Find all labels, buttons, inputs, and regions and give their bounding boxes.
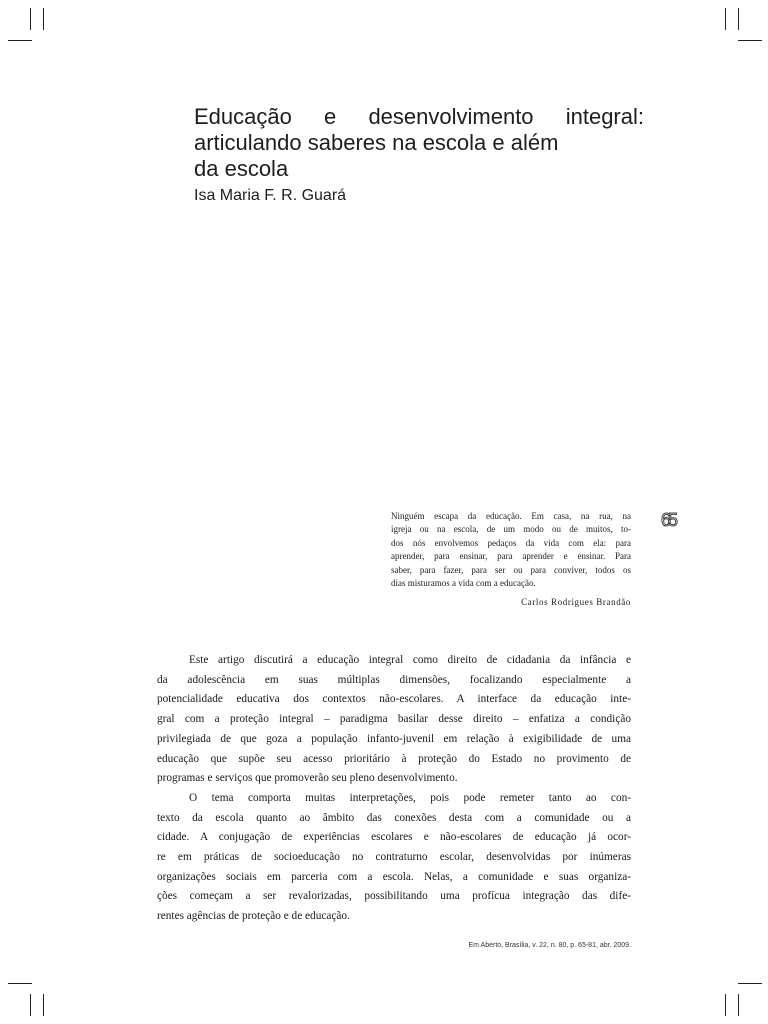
body-line: Este artigo discutirá a educação integral como direito de cidadania da infância e	[189, 654, 631, 666]
crop-mark-bottom-right-h	[738, 983, 762, 984]
crop-mark-top-left-v2	[43, 8, 44, 30]
body-line: cidade. A conjugação de experiências escolares e não-escolares de educação já ocor-	[157, 831, 631, 844]
crop-mark-top-left-v	[30, 8, 31, 30]
epigraph-line: dos nós envolvemos pedaços da vida com ela: para	[391, 537, 631, 548]
epigraph-line: aprender, para ensinar, para aprender e ensinar. Para	[391, 551, 631, 562]
article-title-line-1: Educação e desenvolvimento integral:	[194, 104, 644, 129]
crop-mark-bottom-left-v	[30, 994, 31, 1016]
article-author: Isa Maria F. R. Guará	[194, 187, 347, 204]
epigraph-attribution: Carlos Rodrigues Brandão	[521, 597, 631, 607]
body-text	[157, 651, 631, 927]
body-line: rentes agências de proteção e de educação.	[157, 910, 350, 923]
page-number: 65	[661, 510, 676, 530]
body-line: educação que supõe seu acesso prioritário à proteção do Estado no provimento de	[157, 752, 631, 765]
body-line: O tema comporta muitas interpretações, pois pode remeter tanto ao con-	[189, 791, 631, 804]
article-header	[194, 104, 644, 207]
crop-mark-top-right-h	[738, 40, 762, 41]
body-line: re em práticas de socioeducação no contraturno escolar, desenvolvidas por inúmeras	[157, 851, 631, 864]
epigraph-line: dias misturamos a vida com a educação.	[391, 578, 536, 589]
crop-mark-top-left-h	[8, 40, 32, 41]
footer-citation: Em Aberto, Brasília, v. 22, n. 80, p. 65-81, abr. 2009.	[468, 942, 631, 949]
crop-mark-bottom-left-v2	[43, 994, 44, 1016]
epigraph-line: saber, para fazer, para ser ou para conviver, todos os	[391, 564, 631, 575]
crop-mark-bottom-left-h	[8, 983, 32, 984]
epigraph-line: igreja ou na escola, de um modo ou de muitos, to-	[391, 524, 631, 535]
crop-mark-top-right-v2	[738, 8, 739, 30]
crop-mark-bottom-right-v2	[738, 994, 739, 1016]
article-title-line-2: articulando saberes na escola e além	[194, 130, 559, 155]
body-line: gral com a proteção integral – paradigma basilar desse direito – enfatiza a condição	[157, 713, 631, 726]
body-line: da adolescência em suas múltiplas dimensões, focalizando especialmente a	[157, 673, 631, 686]
epigraph-quote	[391, 510, 631, 590]
body-line: potencialidade educativa dos contextos não-escolares. A interface da educação inte-	[157, 693, 631, 706]
body-line: ções começam a ser revalorizadas, possibilitando uma profícua integração das dife-	[157, 890, 631, 903]
crop-mark-top-right-v	[725, 8, 726, 30]
article-title-line-3: da escola	[194, 156, 289, 181]
body-line: privilegiada de que goza a população infanto-juvenil em relação à exigibilidade de uma	[157, 732, 631, 745]
epigraph-line: Ninguém escapa da educação. Em casa, na rua, na	[391, 511, 631, 521]
crop-mark-bottom-right-v	[725, 994, 726, 1016]
body-line: programas e serviços que promoverão seu pleno desenvolvimento.	[157, 772, 458, 785]
body-line: texto da escola quanto ao âmbito das conexões desta com a comunidade ou a	[157, 811, 631, 824]
body-line: organizações sociais em parceria com a escola. Nelas, a comunidade e suas organiza-	[157, 870, 631, 883]
